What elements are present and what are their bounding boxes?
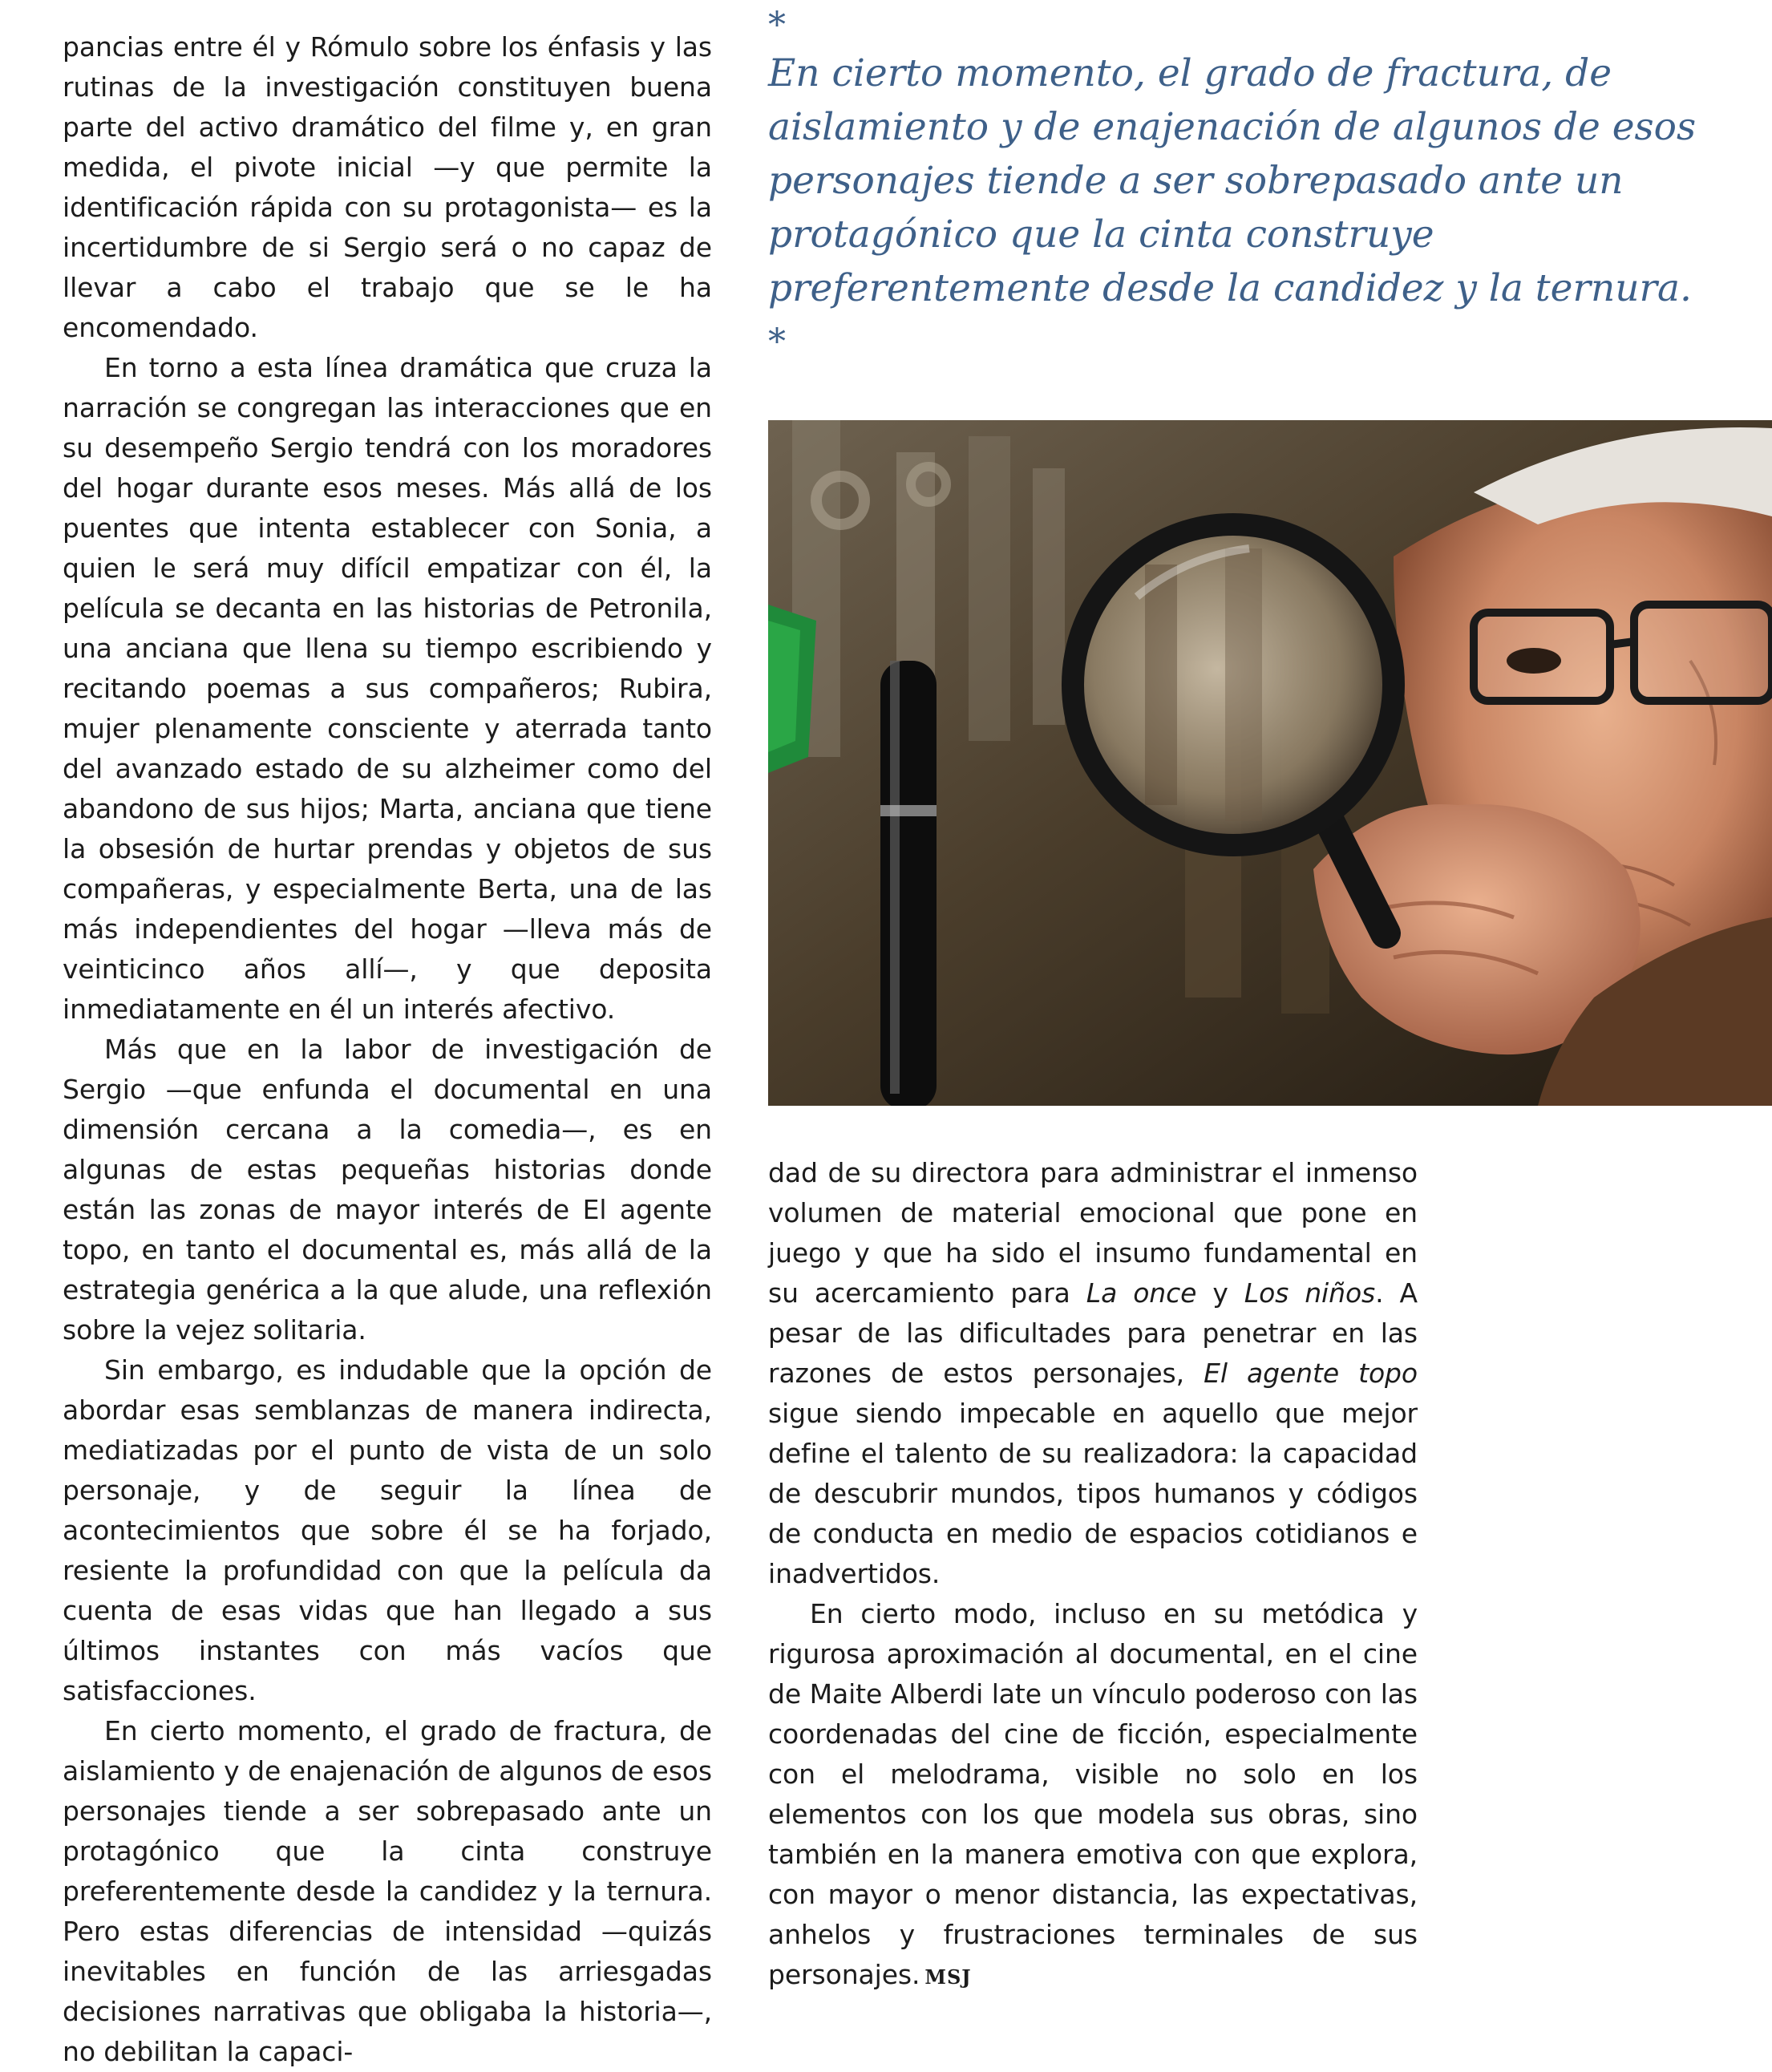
asterisk-icon: * — [768, 322, 786, 362]
left-paragraph-5: En cierto momento, el grado de fractura, de aislamiento y de enajenación de algunos de esos personajes tiende a ser sobrepasado ante un protagónico que la cinta construye preferentemente desde la candidez y la ternura. Pero estas diferencias de intensidad —quizás inevitables en función de las arriesgadas decisiones narrativas que obligaba la historia—, no debilitan la capaci- — [63, 1715, 712, 2067]
left-paragraph-2: En torno a esta línea dramática que cruza la narración se congregan las interacciones que en su desempeño Sergio tendrá con los moradores del hogar durante esos meses. Más allá de los puentes que intenta establecer con Sonia, a quien le será muy difícil empatizar con él, la película se decanta en las historias de Petronila, una anciana que llena su tiempo escribiendo y recitando poemas a sus compañeros; Rubira, mujer plenamente consciente y aterrada tanto del avanzado estado de su alzheimer como del abandono de sus hijos; Marta, anciana que tiene la obsesión de hurtar prendas y objetos de sus compañeras, y especialmente Berta, una de las más independientes del hogar —lleva más de veinticinco años allí—, y que deposita inmediatamente en él un interés afectivo. — [63, 352, 712, 1025]
film-title-los-ninos: Los niños — [1244, 1277, 1376, 1309]
left-paragraph-1: pancias entre él y Rómulo sobre los énfasis y las rutinas de la investigación constituyen buena parte del activo dramático del filme y, en gran medida, el pivote inicial —y que permite la identificación rápida con su protagonista— es la incertidumbre de si Sergio será o no capaz de llevar a cabo el trabajo que se le ha encomendado. — [63, 31, 712, 343]
author-signature: MSJ — [924, 1965, 972, 1989]
pull-quote-text: En cierto momento, el grado de fractura, de aislamiento y de enajenación de algunos de esos personajes tiende a ser sobrepasado ante un protagónico que la cinta construye preferentemente desde la candidez y la ternura. — [768, 51, 1697, 310]
film-title-la-once: La once — [1086, 1277, 1197, 1309]
left-paragraph-4: Sin embargo, es indudable que la opción de abordar esas semblanzas de manera indirecta, mediatizadas por el punto de vista de un solo personaje, y de seguir la línea de acontecimientos que sobre él se ha forjado, resiente la profundidad con que la película da cuenta de esas vidas que han llegado a sus últimos instantes con más vacíos que satisfacciones. — [63, 1354, 712, 1706]
right-paragraph-2 — [768, 1594, 1418, 1997]
right-column — [768, 1153, 1418, 1997]
right-paragraph-1-part2: y — [1196, 1277, 1244, 1309]
article-photo — [768, 420, 1772, 1106]
pull-quote — [768, 5, 1762, 362]
right-paragraph-1 — [768, 1153, 1418, 1594]
right-paragraph-1-part1: dad de su directora para administrar el inmenso volumen de material emocional que pone en juego y que ha sido el insumo fundamental en su acercamiento para — [768, 1157, 1418, 1309]
asterisk-icon: * — [768, 5, 786, 46]
left-column — [63, 27, 712, 2072]
right-paragraph-1-part4: sigue siendo impecable en aquello que mejor define el talento de su realizadora: la capacidad de descubrir mundos, tipos humanos y códigos de conducta en medio de espacios cotidianos e inadvertidos. — [768, 1398, 1418, 1589]
photo-illustration — [768, 420, 1772, 1106]
left-paragraph-3: Más que en la labor de investigación de Sergio —que enfunda el documental en una dimensión cercana a la comedia—, es en algunas de estas pequeñas historias donde están las zonas de mayor interés de El agente topo, en tanto el documental es, más allá de la estrategia genérica a la que alude, una reflexión sobre la vejez solitaria. — [63, 1034, 712, 1346]
right-paragraph-2-text: En cierto modo, incluso en su metódica y rigurosa aproximación al documental, en el cine de Maite Alberdi late un vínculo poderoso con las coordenadas del cine de ficción, especialmente con el melodrama, visible no solo en los elementos con los que modela sus obras, sino también en la manera emotiva con que explora, con mayor o menor distancia, las expectativas, anhelos y frustraciones terminales de sus personajes. — [768, 1598, 1418, 1990]
film-title-el-agente-topo: El agente topo — [1204, 1358, 1418, 1389]
right-paragraph-1-part3: . A pesar de las dificultades para penetrar en las razones de estos personajes, — [768, 1277, 1418, 1389]
